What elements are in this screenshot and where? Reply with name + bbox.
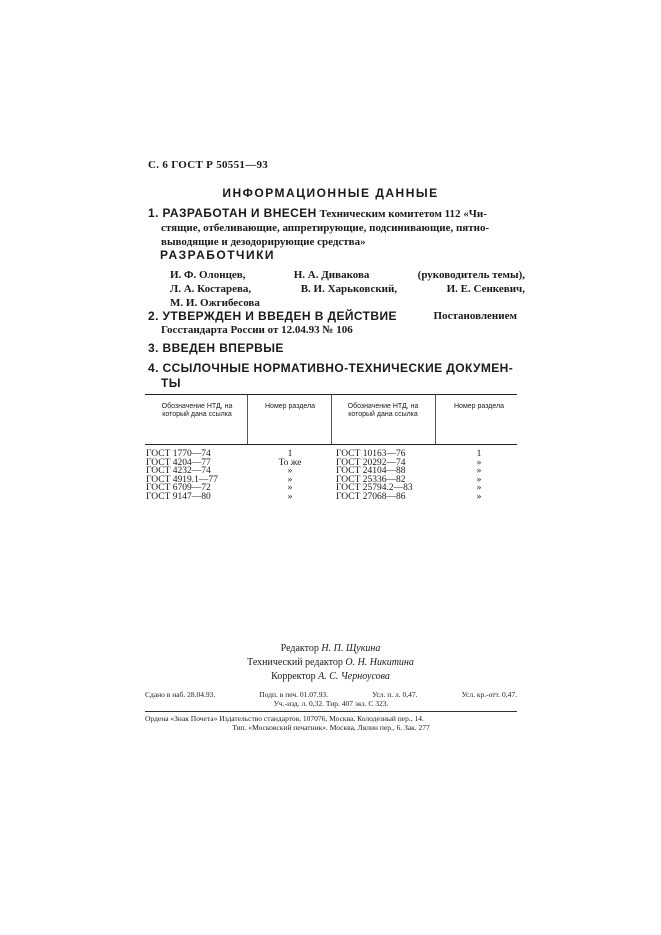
corrector-label: Корректор: [271, 671, 316, 682]
developer-name: Н. А. Дивакова: [293, 269, 370, 281]
page-header: С. 6 ГОСТ Р 50551—93: [148, 159, 269, 171]
corrector-name: А. С. Черноусова: [318, 671, 390, 682]
table-cell: ГОСТ 20292—74: [336, 457, 406, 468]
editors-block: [0, 642, 661, 684]
developer-name: И. Е. Сенкевич,: [446, 283, 525, 295]
table-cell: ГОСТ 1770—74: [146, 449, 211, 459]
table-divider: [247, 395, 248, 444]
table-column-right-sections: [449, 450, 509, 501]
section-1-text-2: стящие, отбеливающие, аппретирующие, подсинивающие, пятно-: [161, 222, 490, 234]
table-cell: »: [287, 483, 293, 493]
table-divider: [435, 395, 436, 444]
table-cell: ГОСТ 6709—72: [146, 483, 211, 493]
corrector-line: [0, 670, 661, 684]
table-cell: ГОСТ 25794.2—83: [336, 483, 413, 493]
table-cell: 1: [476, 449, 482, 459]
table-divider: [331, 395, 332, 444]
imprint-publisher: [145, 714, 517, 732]
section-2-text-2: Госстандарта России от 12.04.93 № 106: [161, 324, 353, 336]
table-cell: »: [476, 491, 482, 502]
table-cell: 1: [287, 449, 293, 459]
imprint-item: Сдано в наб. 28.04.93.: [145, 690, 216, 699]
table-cell: ГОСТ 4204—77: [146, 457, 211, 468]
editor-name: Н. П. Щукина: [321, 643, 381, 654]
developer-name: И. Ф. Олонцев,: [170, 269, 246, 281]
editor-line: [0, 642, 661, 656]
imprint-line-1: [145, 690, 517, 699]
table-cell: ГОСТ 25336—82: [336, 474, 406, 485]
section-2-text-1: Постановлением: [433, 310, 517, 322]
imprint-rule: [145, 711, 517, 712]
section-2: [148, 309, 517, 337]
imprint-item: Усл. п. л. 0,47.: [372, 690, 418, 699]
section-4-heading-line-1: 4. ССЫЛОЧНЫЕ НОРМАТИВНО-ТЕХНИЧЕСКИЕ ДОКУМЕН-: [148, 361, 514, 375]
section-3-heading: 3. ВВЕДЕН ВПЕРВЫЕ: [148, 341, 284, 355]
imprint-production: [145, 690, 517, 708]
imprint-line-4: Тип. «Московский печатник». Москва, Лялин пер., 6. Зак. 277: [232, 723, 430, 732]
tech-editor-line: [0, 656, 661, 670]
section-4-heading: [148, 361, 513, 391]
table-cell: »: [287, 491, 293, 502]
table-cell: ГОСТ 24104—88: [336, 466, 406, 476]
table-cell: »: [287, 474, 293, 485]
section-2-heading: 2. УТВЕРЖДЕН И ВВЕДЕН В ДЕЙСТВИЕ: [148, 309, 397, 323]
developer-name: М. И. Ожгибесова: [170, 297, 260, 309]
table-cell: »: [476, 474, 482, 485]
table-column-left-docs: [146, 450, 218, 501]
table-cell: »: [287, 466, 293, 476]
tech-editor-label: Технический редактор: [247, 657, 343, 668]
table-cell: ГОСТ 4232—74: [146, 466, 211, 476]
references-table: [145, 394, 517, 512]
section-1-text-3: выводящие и дезодорирующие средства»: [161, 236, 366, 248]
table-column-right-docs: [336, 450, 413, 501]
table-header-doc: Обозначение НТД, на который дана ссылка: [161, 403, 233, 418]
developer-name: В. И. Харьковский,: [300, 283, 398, 295]
section-1-heading: 1. РАЗРАБОТАН И ВНЕСЕН: [148, 206, 317, 220]
developer-role: (руководитель темы),: [417, 269, 525, 281]
table-header-rule: [145, 444, 517, 445]
table-cell: »: [476, 457, 482, 468]
table-cell: То же: [278, 457, 302, 468]
table-column-left-sections: [259, 450, 321, 501]
developer-name: Л. А. Костарева,: [170, 283, 252, 295]
page-title: ИНФОРМАЦИОННЫЕ ДАННЫЕ: [222, 186, 439, 200]
imprint-line-2: Уч.-изд. л. 0,32. Тир. 407 экз. С 323.: [273, 699, 389, 708]
table-cell: »: [476, 483, 482, 493]
imprint-line-3: Ордена «Знак Почета» Издательство стандартов, 107076, Москва, Колодезный пер., 14.: [145, 714, 424, 723]
section-1: [148, 206, 489, 249]
section-1-text-1: Техническим комитетом 112 «Чи-: [319, 208, 487, 220]
imprint-item: Усл. кр.-отт. 0,47.: [461, 690, 517, 699]
table-cell: ГОСТ 27068—86: [336, 491, 406, 502]
imprint-item: Подп. в печ. 01.07.93.: [259, 690, 329, 699]
section-4-heading-line-2: ТЫ: [161, 376, 181, 390]
developers-row-1: [170, 268, 525, 282]
table-header-section: Номер раздела: [265, 403, 315, 410]
table-header-doc: Обозначение НТД, на который дана ссылка: [347, 403, 419, 418]
table-cell: ГОСТ 10163—76: [336, 449, 406, 459]
tech-editor-name: О. Н. Никитина: [345, 657, 414, 668]
developers-row-2: [170, 282, 525, 296]
developers-heading: РАЗРАБОТЧИКИ: [160, 248, 276, 262]
editor-label: Редактор: [280, 643, 319, 654]
developers-list: [170, 268, 525, 310]
table-header-section: Номер раздела: [454, 403, 504, 410]
table-cell: ГОСТ 9147—80: [146, 491, 211, 502]
table-cell: ГОСТ 4919.1—77: [146, 474, 218, 485]
table-cell: »: [476, 466, 482, 476]
